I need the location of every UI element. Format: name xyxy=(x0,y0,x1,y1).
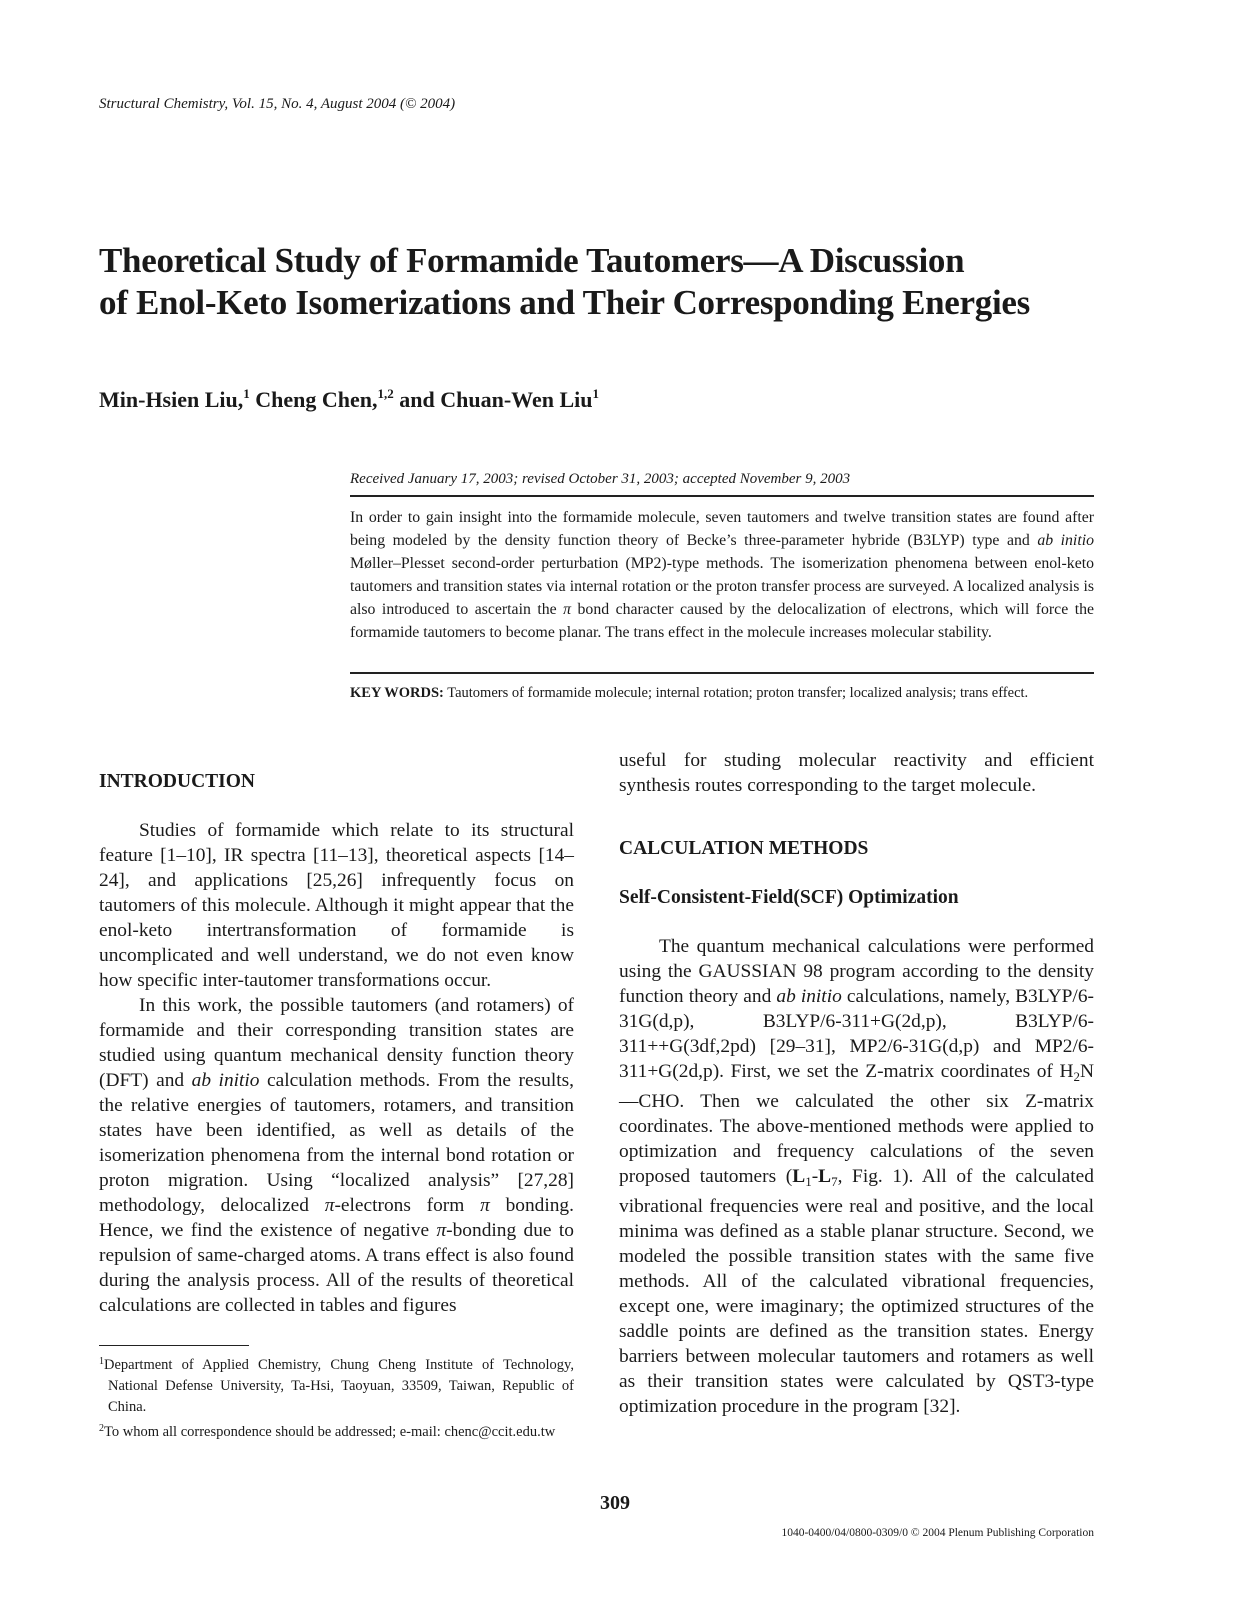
subscript: 2 xyxy=(1073,1069,1080,1084)
footnote-1 xyxy=(99,1351,574,1418)
paragraph-text: - xyxy=(811,1166,819,1187)
keywords-text: Tautomers of formamide molecule; internal rotation; proton transfer; localized analysis; trans effect. xyxy=(443,685,1029,701)
author-name: Cheng Chen, xyxy=(249,387,378,412)
affiliation-mark: 1,2 xyxy=(377,386,394,401)
methods-paragraph xyxy=(619,934,1094,1419)
affiliation-mark: 1 xyxy=(243,386,250,401)
paragraph-text: bonding. Hence, we find the existence of negative xyxy=(99,1195,574,1241)
abstract-text: In order to gain insight into the formamide molecule, seven tautomers and twelve transition states are found after being modeled by the density function theory of Becke’s three-parameter hybride (B3LYP) type and xyxy=(350,509,1094,549)
abstract xyxy=(350,506,1094,644)
intro-paragraph-2 xyxy=(99,993,574,1318)
abstract-italic: ab initio xyxy=(1037,532,1094,549)
paragraph-text: -electrons form xyxy=(334,1195,481,1216)
paragraph-italic: ab initio xyxy=(776,986,842,1007)
affiliation-mark: 1 xyxy=(592,386,599,401)
subscript: 1 xyxy=(805,1174,812,1189)
paragraph-italic: ab initio xyxy=(191,1070,260,1091)
keywords xyxy=(350,683,1094,703)
paper-title xyxy=(99,240,1179,324)
paragraph-text: , Fig. 1). All of the calculated vibrational frequencies were real and positive, and the local minima was defined as a stable planar structure. Second, we modeled the possible transition states with the same five methods. All of the calculated vibrational frequencies, except one, were imaginary; the optimized structures of the saddle points are defined as the transition states. Energy barriers between molecular tautomers and rotamers as well as their transition states were calculated by QST3-type optimization procedure in the program [32]. xyxy=(619,1166,1094,1417)
pi-symbol: π xyxy=(436,1220,447,1241)
author-list xyxy=(99,386,599,413)
tautomer-label: L xyxy=(792,1166,806,1187)
footnote-mark: 2 xyxy=(99,1423,104,1434)
continued-paragraph: useful for studing molecular reactivity and efficient synthesis routes corresponding to the target molecule. xyxy=(619,750,1094,796)
section-heading-calculation-methods: CALCULATION METHODS xyxy=(619,838,869,859)
abstract-text: bond character caused by the delocalization of electrons, which will force the formamide tautomers to become planar. The trans effect in the molecule increases molecular stability. xyxy=(350,601,1094,641)
paragraph-text: The quantum mechanical calculations were performed using the GAUSSIAN 98 program according to the density function theory and xyxy=(619,936,1094,1007)
subscript: 7 xyxy=(831,1174,838,1189)
paragraph-text: In this work, the possible tautomers (and rotamers) of formamide and their corresponding transition states are studied using quantum mechanical density function theory (DFT) and xyxy=(99,995,574,1091)
footnote-mark: 1 xyxy=(99,1356,104,1367)
pi-symbol: π xyxy=(563,601,572,618)
paragraph-text: -bonding due to repulsion of same-charged atoms. A trans effect is also found during the analysis process. All of the results of theoretical calculations are collected in tables and figures xyxy=(99,1220,574,1316)
page-number: 309 xyxy=(600,1492,630,1514)
section-heading-introduction: INTRODUCTION xyxy=(99,771,256,792)
author-name: Min-Hsien Liu, xyxy=(99,387,244,412)
keywords-rule xyxy=(350,672,1094,674)
footnotes xyxy=(99,1351,574,1443)
intro-paragraph-1: Studies of formamide which relate to its structural feature [1–10], IR spectra [11–13], theoretical aspects [14–24], and applications [25,26] infrequently focus on tautomers of this molecule. Although it might appear that the enol-keto intertransformation of formamide is uncomplicated and well understand, we do not even know how specific inter-tautomer transformations occur. xyxy=(99,820,574,991)
right-column xyxy=(619,748,1094,1419)
keywords-label: KEY WORDS: xyxy=(350,685,444,701)
journal-citation: Structural Chemistry, Vol. 15, No. 4, August 2004 (© 2004) xyxy=(99,96,456,112)
paragraph-text: calculation methods. From the results, the relative energies of tautomers, rotamers, and transition states have been identified, as well as details of the isomerization phenomena from the internal bond rotation or proton migration. Using “localized analysis” [27,28] methodology, delocalized xyxy=(99,1070,574,1216)
paragraph-text: calculations, namely, B3LYP/6-31G(d,p), B3LYP/6-311+G(2d,p), B3LYP/6-311++G(3df,2pd) [29–31], MP2/6-31G(d,p) and MP2/6-311+G(2d,p). First, we set the Z-matrix coordinates of H xyxy=(619,986,1094,1082)
tautomer-label: L xyxy=(818,1166,832,1187)
pi-symbol: π xyxy=(324,1195,335,1216)
pi-symbol: π xyxy=(480,1195,490,1216)
abstract-text: Møller–Plesset second-order perturbation (MP2)-type methods. The isomerization phenomena between enol-keto tautomers and transition states via internal rotation or the proton transfer process are surveyed. A localized analysis is also introduced to ascertain the xyxy=(350,555,1094,618)
author-name: Chuan-Wen Liu xyxy=(440,387,593,412)
paragraph-text: N—CHO. Then we calculated the other six Z-matrix coordinates. The above-mentioned methods were applied to optimization and frequency calculations of the seven proposed tautomers ( xyxy=(619,1061,1094,1187)
footnote-2 xyxy=(99,1418,574,1443)
footnote-text: To whom all correspondence should be addressed; e-mail: chenc@ccit.edu.tw xyxy=(104,1424,556,1440)
copyright-line: 1040-0400/04/0800-0309/0 © 2004 Plenum Publishing Corporation xyxy=(781,1527,1094,1539)
title-line-1: Theoretical Study of Formamide Tautomers—A Discussion xyxy=(99,241,965,280)
author-conjunction: and xyxy=(393,387,441,412)
footnote-text: Department of Applied Chemistry, Chung Cheng Institute of Technology, National Defense University, Ta-Hsi, Taoyuan, 33509, Taiwan, Republic of China. xyxy=(104,1357,574,1415)
footnote-rule xyxy=(99,1345,249,1346)
subsection-heading-scf: Self-Consistent-Field(SCF) Optimization xyxy=(619,887,959,908)
left-column xyxy=(99,769,574,1318)
received-dates: Received January 17, 2003; revised October 31, 2003; accepted November 9, 2003 xyxy=(350,471,851,487)
title-line-2: of Enol-Keto Isomerizations and Their Corresponding Energies xyxy=(99,283,1030,322)
abstract-top-rule xyxy=(350,495,1094,497)
